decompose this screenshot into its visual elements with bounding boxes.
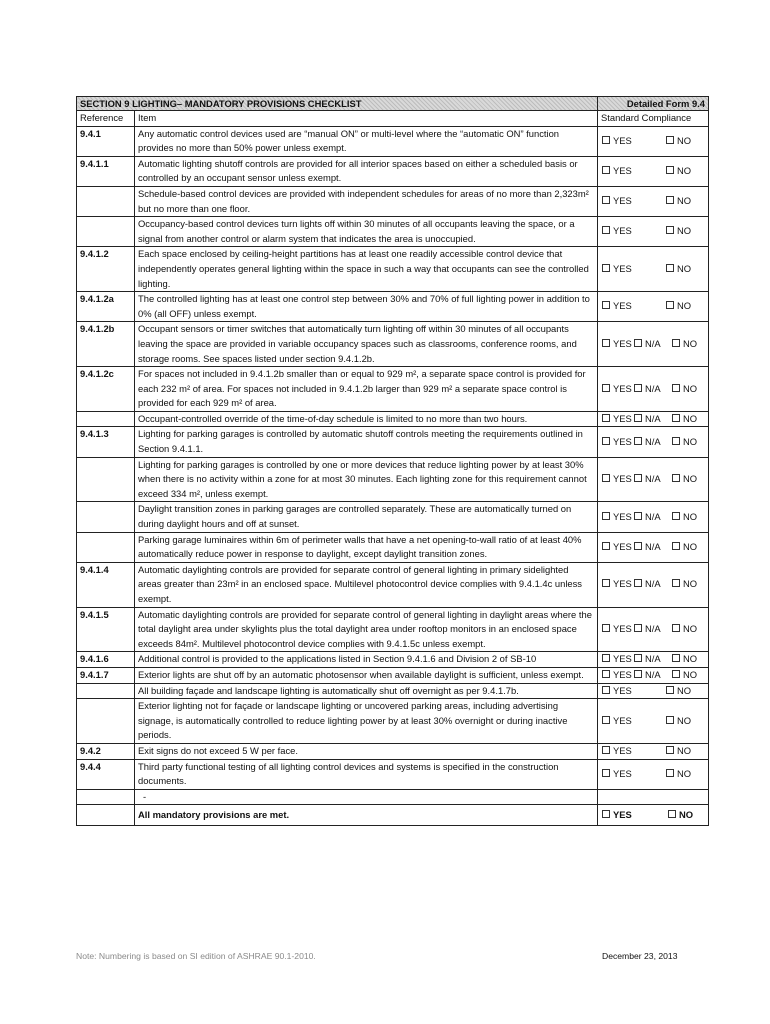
checklist-row — [77, 247, 709, 292]
checkbox-icon[interactable] — [602, 414, 610, 422]
row-compliance — [598, 367, 709, 412]
row-item-text: Lighting for parking garages is controlled by automatic shutoff controls meeting the requirements outlined in Section 9.4.1.1. — [135, 427, 598, 457]
row-compliance — [598, 186, 709, 216]
checkbox-icon[interactable] — [666, 686, 674, 694]
checkbox-icon[interactable] — [602, 301, 610, 309]
checkbox-icon[interactable] — [602, 542, 610, 550]
section-title: SECTION 9 LIGHTING– MANDATORY PROVISIONS CHECKLIST — [77, 97, 598, 111]
checklist-row — [77, 667, 709, 683]
na-option[interactable]: N/A — [634, 540, 672, 555]
checkbox-icon[interactable] — [666, 746, 674, 754]
row-compliance — [598, 126, 709, 156]
checkbox-icon[interactable] — [672, 579, 680, 587]
summary-yes-option[interactable]: YES — [602, 808, 668, 823]
checkbox-icon[interactable] — [634, 654, 642, 662]
na-option[interactable]: N/A — [634, 622, 672, 637]
row-item-text: Parking garage luminaires within 6m of perimeter walls that have a net opening-to-wall ratio of at least 40% automatically reduce power in response to daylight, except daylight transition zones. — [135, 532, 598, 562]
checkbox-icon[interactable] — [672, 474, 680, 482]
dash-text: - — [135, 789, 598, 805]
yes-option[interactable]: YES — [602, 668, 634, 683]
na-option[interactable]: N/A — [634, 652, 672, 667]
row-compliance — [598, 457, 709, 502]
row-item-text: Schedule-based control devices are provided with independent schedules for areas of no more than 2,323m² but no more than one floor. — [135, 186, 598, 216]
yes-option[interactable]: YES — [602, 224, 666, 239]
row-compliance — [598, 502, 709, 532]
row-item-text: Automatic daylighting controls are provided for separate control of general lighting in primary sidelighted areas greater than 23m² in an enclosed space. Multilevel photocontrol device complies with 9.4.1.4c unless exempt. — [135, 562, 598, 607]
yes-option[interactable]: YES — [602, 577, 634, 592]
checkbox-icon[interactable] — [634, 670, 642, 678]
checklist-row — [77, 532, 709, 562]
row-item-text: Exit signs do not exceed 5 W per face. — [135, 743, 598, 759]
row-item-text: Any automatic control devices used are “manual ON” or multi-level where the “automatic ON” function provides no more than 50% power unless exempt. — [135, 126, 598, 156]
na-option[interactable]: N/A — [634, 510, 672, 525]
checklist-row — [77, 683, 709, 699]
checkbox-icon[interactable] — [672, 384, 680, 392]
no-option[interactable]: NO — [672, 435, 697, 450]
checklist-row — [77, 427, 709, 457]
na-option[interactable]: N/A — [634, 577, 672, 592]
checklist-rows — [77, 126, 709, 789]
checkbox-icon[interactable] — [666, 196, 674, 204]
row-reference: 9.4.1.2b — [77, 322, 135, 367]
row-reference — [77, 186, 135, 216]
row-item-text: Additional control is provided to the applications listed in Section 9.4.1.6 and Division 2 of SB-10 — [135, 652, 598, 668]
checkbox-icon[interactable] — [672, 670, 680, 678]
checkbox-icon[interactable] — [602, 437, 610, 445]
checklist-row — [77, 186, 709, 216]
yes-option[interactable]: YES — [602, 262, 666, 277]
yes-option[interactable]: YES — [602, 134, 666, 149]
row-reference — [77, 502, 135, 532]
footer-date: December 23, 2013 — [602, 951, 678, 961]
checkbox-icon[interactable] — [602, 686, 610, 694]
checkbox-icon[interactable] — [672, 339, 680, 347]
checkbox-icon[interactable] — [672, 512, 680, 520]
yes-option[interactable]: YES — [602, 714, 666, 729]
checklist-row — [77, 652, 709, 668]
col-compliance-header: Standard Compliance — [598, 111, 709, 127]
no-option[interactable]: NO — [666, 299, 691, 314]
row-reference: 9.4.1.4 — [77, 562, 135, 607]
checkbox-icon[interactable] — [602, 226, 610, 234]
yes-option[interactable]: YES — [602, 622, 634, 637]
form-label: Detailed Form 9.4 — [598, 97, 709, 111]
row-compliance — [598, 217, 709, 247]
checklist-row — [77, 156, 709, 186]
row-item-text: Occupant-controlled override of the time-of-day schedule is limited to no more than two hours. — [135, 411, 598, 427]
yes-option[interactable]: YES — [602, 767, 666, 782]
row-reference: 9.4.1.2c — [77, 367, 135, 412]
row-reference — [77, 457, 135, 502]
row-item-text: Automatic daylighting controls are provided for separate control of general lighting in daylight areas where the total daylight area under skylights plus the total daylight area under rooftop monitors in an enclosed space exceeds 84m². Multilevel photocontrol device complies with 9.4.1.5c unless exempt. — [135, 607, 598, 652]
checkbox-icon[interactable] — [672, 437, 680, 445]
checklist-row — [77, 457, 709, 502]
dash-row — [77, 789, 709, 805]
no-option[interactable]: NO — [666, 767, 691, 782]
checkbox-icon[interactable] — [634, 512, 642, 520]
row-compliance — [598, 532, 709, 562]
checkbox-icon[interactable] — [602, 264, 610, 272]
yes-option[interactable]: YES — [602, 744, 666, 759]
row-compliance — [598, 322, 709, 367]
no-option[interactable]: NO — [666, 164, 691, 179]
yes-option[interactable]: YES — [602, 435, 634, 450]
yes-option[interactable]: YES — [602, 382, 634, 397]
row-compliance — [598, 699, 709, 744]
no-option[interactable]: NO — [666, 224, 691, 239]
checklist-sheet — [76, 96, 708, 826]
checkbox-icon[interactable] — [602, 769, 610, 777]
no-option[interactable]: NO — [666, 714, 691, 729]
checkbox-icon[interactable] — [666, 264, 674, 272]
footer-note: Note: Numbering is based on SI edition of ASHRAE 90.1-2010. — [76, 951, 316, 961]
no-option[interactable]: NO — [666, 262, 691, 277]
checkbox-icon[interactable] — [602, 746, 610, 754]
section-header-row — [77, 97, 709, 111]
checkbox-icon[interactable] — [634, 624, 642, 632]
checkbox-icon[interactable] — [634, 474, 642, 482]
no-option[interactable]: NO — [672, 652, 697, 667]
row-compliance — [598, 607, 709, 652]
checkbox-icon[interactable] — [634, 437, 642, 445]
checklist-row — [77, 217, 709, 247]
no-option[interactable]: NO — [666, 684, 691, 699]
summary-no-option[interactable]: NO — [668, 808, 693, 823]
checkbox-icon[interactable] — [602, 384, 610, 392]
checklist-row — [77, 607, 709, 652]
no-option[interactable]: NO — [672, 382, 697, 397]
row-compliance — [598, 759, 709, 789]
row-item-text: Automatic lighting shutoff controls are provided for all interior spaces based on either a scheduled basis or controlled by an occupant sensor unless exempt. — [135, 156, 598, 186]
summary-row — [77, 805, 709, 826]
row-compliance — [598, 411, 709, 427]
row-reference — [77, 532, 135, 562]
row-item-text: Exterior lights are shut off by an automatic photosensor when available daylight is sufficient, unless exempt. — [135, 667, 598, 683]
checkbox-icon[interactable] — [602, 196, 610, 204]
row-compliance — [598, 247, 709, 292]
row-reference: 9.4.1.5 — [77, 607, 135, 652]
row-compliance — [598, 667, 709, 683]
checkbox-icon[interactable] — [634, 339, 642, 347]
checkbox-icon[interactable] — [672, 654, 680, 662]
col-reference-header: Reference — [77, 111, 135, 127]
row-compliance — [598, 683, 709, 699]
checklist-row — [77, 743, 709, 759]
checkbox-icon[interactable] — [602, 624, 610, 632]
yes-option[interactable]: YES — [602, 652, 634, 667]
checklist-row — [77, 292, 709, 322]
checkbox-icon[interactable] — [666, 166, 674, 174]
checkbox-icon[interactable] — [602, 670, 610, 678]
checklist-row — [77, 502, 709, 532]
checkbox-icon[interactable] — [602, 474, 610, 482]
checklist-row — [77, 562, 709, 607]
na-option[interactable]: N/A — [634, 382, 672, 397]
summary-compliance — [598, 805, 709, 826]
checkbox-icon[interactable] — [602, 512, 610, 520]
row-item-text: All building façade and landscape lighting is automatically shut off overnight as per 9.4.1.7b. — [135, 683, 598, 699]
no-option[interactable]: NO — [672, 622, 697, 637]
checklist-row — [77, 322, 709, 367]
row-item-text: Daylight transition zones in parking garages are controlled separately. These are automatically turned on during daylight hours and off at sunset. — [135, 502, 598, 532]
no-option[interactable]: NO — [672, 472, 697, 487]
row-item-text: Each space enclosed by ceiling-height partitions has at least one readily accessible control device that independently operates general lighting within the space in such a way that occupants can see the controlled lighting. — [135, 247, 598, 292]
checkbox-icon[interactable] — [672, 624, 680, 632]
checkbox-icon[interactable] — [666, 136, 674, 144]
checkbox-icon[interactable] — [634, 414, 642, 422]
yes-option[interactable]: YES — [602, 540, 634, 555]
no-option[interactable]: NO — [666, 744, 691, 759]
checkbox-icon[interactable] — [666, 769, 674, 777]
no-option[interactable]: NO — [672, 577, 697, 592]
row-reference: 9.4.1.7 — [77, 667, 135, 683]
yes-option[interactable]: YES — [602, 412, 634, 427]
yes-option[interactable]: YES — [602, 472, 634, 487]
yes-option[interactable]: YES — [602, 299, 666, 314]
row-compliance — [598, 652, 709, 668]
na-option[interactable]: N/A — [634, 435, 672, 450]
no-option[interactable]: NO — [672, 540, 697, 555]
row-item-text: Third party functional testing of all lighting control devices and systems is specified in the construction documents. — [135, 759, 598, 789]
row-reference: 9.4.1.2 — [77, 247, 135, 292]
checklist-row — [77, 367, 709, 412]
no-option[interactable]: NO — [666, 194, 691, 209]
checkbox-icon[interactable] — [602, 654, 610, 662]
row-reference: 9.4.1.2a — [77, 292, 135, 322]
no-option[interactable]: NO — [672, 412, 697, 427]
checkbox-icon[interactable] — [634, 542, 642, 550]
row-reference: 9.4.2 — [77, 743, 135, 759]
row-reference — [77, 411, 135, 427]
checkbox-icon[interactable] — [602, 166, 610, 174]
summary-text: All mandatory provisions are met. — [135, 805, 598, 826]
row-reference: 9.4.1.1 — [77, 156, 135, 186]
no-option[interactable]: NO — [672, 510, 697, 525]
row-item-text: Occupancy-based control devices turn lights off within 30 minutes of all occupants leaving the space, or a signal from another control or alarm system that indicates the area is unoccupied. — [135, 217, 598, 247]
no-option[interactable]: NO — [672, 337, 697, 352]
row-reference: 9.4.1.3 — [77, 427, 135, 457]
checkbox-icon[interactable] — [602, 579, 610, 587]
checkbox-icon[interactable] — [666, 226, 674, 234]
row-item-text: For spaces not included in 9.4.1.2b smaller than or equal to 929 m², a separate space control is provided for each 232 m² of area. For spaces not included in 9.4.1.2b larger than 929 m² a separate space control is provided for each 929 m² of area. — [135, 367, 598, 412]
row-reference: 9.4.1.6 — [77, 652, 135, 668]
row-compliance — [598, 427, 709, 457]
checklist-row — [77, 759, 709, 789]
row-reference: 9.4.4 — [77, 759, 135, 789]
na-option[interactable]: N/A — [634, 337, 672, 352]
yes-option[interactable]: YES — [602, 337, 634, 352]
row-reference: 9.4.1 — [77, 126, 135, 156]
checkbox-icon[interactable] — [602, 810, 610, 818]
checkbox-icon[interactable] — [602, 716, 610, 724]
yes-option[interactable]: YES — [602, 164, 666, 179]
na-option[interactable]: N/A — [634, 472, 672, 487]
yes-option[interactable]: YES — [602, 684, 666, 699]
checklist-row — [77, 699, 709, 744]
checkbox-icon[interactable] — [672, 542, 680, 550]
checklist-row — [77, 126, 709, 156]
checkbox-icon[interactable] — [634, 384, 642, 392]
row-compliance — [598, 292, 709, 322]
checkbox-icon[interactable] — [666, 716, 674, 724]
yes-option[interactable]: YES — [602, 194, 666, 209]
no-option[interactable]: NO — [672, 668, 697, 683]
no-option[interactable]: NO — [666, 134, 691, 149]
na-option[interactable]: N/A — [634, 668, 672, 683]
row-item-text: Lighting for parking garages is controlled by one or more devices that reduce lighting power by at least 30% when there is no activity within a zone for at most 30 minutes. Each lighting zone for this requirement cannot exceed 334 m², unless exempt. — [135, 457, 598, 502]
col-item-header: Item — [135, 111, 598, 127]
row-compliance — [598, 562, 709, 607]
checkbox-icon[interactable] — [602, 136, 610, 144]
checkbox-icon[interactable] — [666, 301, 674, 309]
row-reference — [77, 217, 135, 247]
na-option[interactable]: N/A — [634, 412, 672, 427]
checkbox-icon[interactable] — [668, 810, 676, 818]
row-reference — [77, 699, 135, 744]
row-reference — [77, 683, 135, 699]
row-item-text: The controlled lighting has at least one control step between 30% and 70% of full lighting power in addition to 0% (all OFF) unless exempt. — [135, 292, 598, 322]
row-compliance — [598, 743, 709, 759]
yes-option[interactable]: YES — [602, 510, 634, 525]
checkbox-icon[interactable] — [602, 339, 610, 347]
checklist-table — [76, 96, 709, 826]
column-header-row — [77, 111, 709, 127]
row-item-text: Exterior lighting not for façade or landscape lighting or uncovered parking areas, including advertising signage, is automatically controlled to reduce lighting power by at least 30% overnight or during inactive periods. — [135, 699, 598, 744]
checkbox-icon[interactable] — [672, 414, 680, 422]
row-item-text: Occupant sensors or timer switches that automatically turn lighting off within 30 minutes of all occupants leaving the space are provided in variable occupancy spaces such as classrooms, conference rooms, and storage rooms. See spaces listed under section 9.4.1.2b. — [135, 322, 598, 367]
checkbox-icon[interactable] — [634, 579, 642, 587]
row-compliance — [598, 156, 709, 186]
checklist-row — [77, 411, 709, 427]
